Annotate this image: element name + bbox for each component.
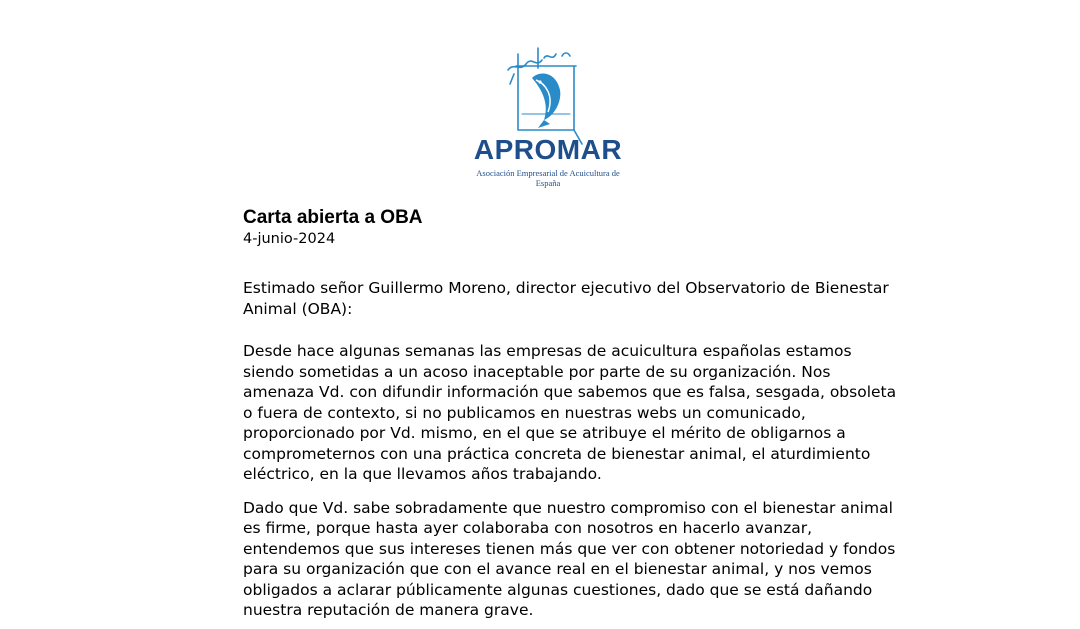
paragraph-line: o fuera de contexto, si no publicamos en nuestras webs un comunicado,	[243, 403, 806, 422]
paragraph-line: Desde hace algunas semanas las empresas de acuicultura españolas estamos	[243, 342, 852, 360]
paragraph-line: amenaza Vd. con difundir información que sabemos que es falsa, sesgada, obsoleta	[243, 383, 897, 401]
salutation-line: Animal (OBA):	[243, 299, 353, 318]
letter-title: Carta abierta a OBA	[243, 207, 423, 228]
paragraph-line: proporcionado por Vd. mismo, en el que se atribuye el mérito de obligarnos a	[243, 424, 846, 442]
paragraph-line: eléctrico, en la que llevamos años trabajando.	[243, 465, 602, 483]
paragraph-line: entendemos que sus intereses tienen más que ver con obtener notoriedad y fondos	[243, 539, 896, 558]
logo-tagline: Asociación Empresarial de Acuicultura de España	[476, 168, 620, 188]
letter-date: 4-junio-2024	[243, 231, 336, 247]
paragraph-line: Dado que Vd. sabe sobradamente que nuestro compromiso con el bienestar animal	[243, 498, 893, 517]
paragraph-line: para su organización que con el avance real en el bienestar animal, y nos vemos	[243, 560, 872, 578]
apromar-logo	[468, 44, 628, 188]
salutation-line: Estimado señor Guillermo Moreno, director ejecutivo del Observatorio de Bienestar	[243, 279, 889, 297]
paragraph-line: comprometernos con una práctica concreta de bienestar animal, el aturdimiento	[243, 444, 871, 463]
logo-name: APROMAR	[473, 134, 623, 165]
paragraph-2	[243, 498, 896, 621]
paragraph-line: siendo sometidas a un acoso inaceptable por parte de su organización. Nos	[243, 362, 831, 381]
fish-shape	[532, 74, 560, 128]
fish-in-net-icon	[504, 44, 588, 148]
paragraph-line: es firme, porque hasta ayer colaboraba con nosotros en hacerlo avanzar,	[243, 519, 813, 537]
paragraph-1	[243, 341, 897, 485]
letter-body	[243, 206, 897, 629]
salutation	[243, 278, 889, 319]
paragraph-line: obligados a aclarar públicamente algunas cuestiones, dado que se está dañando	[243, 580, 873, 599]
paragraph-line: nuestra reputación de manera grave.	[243, 601, 534, 619]
